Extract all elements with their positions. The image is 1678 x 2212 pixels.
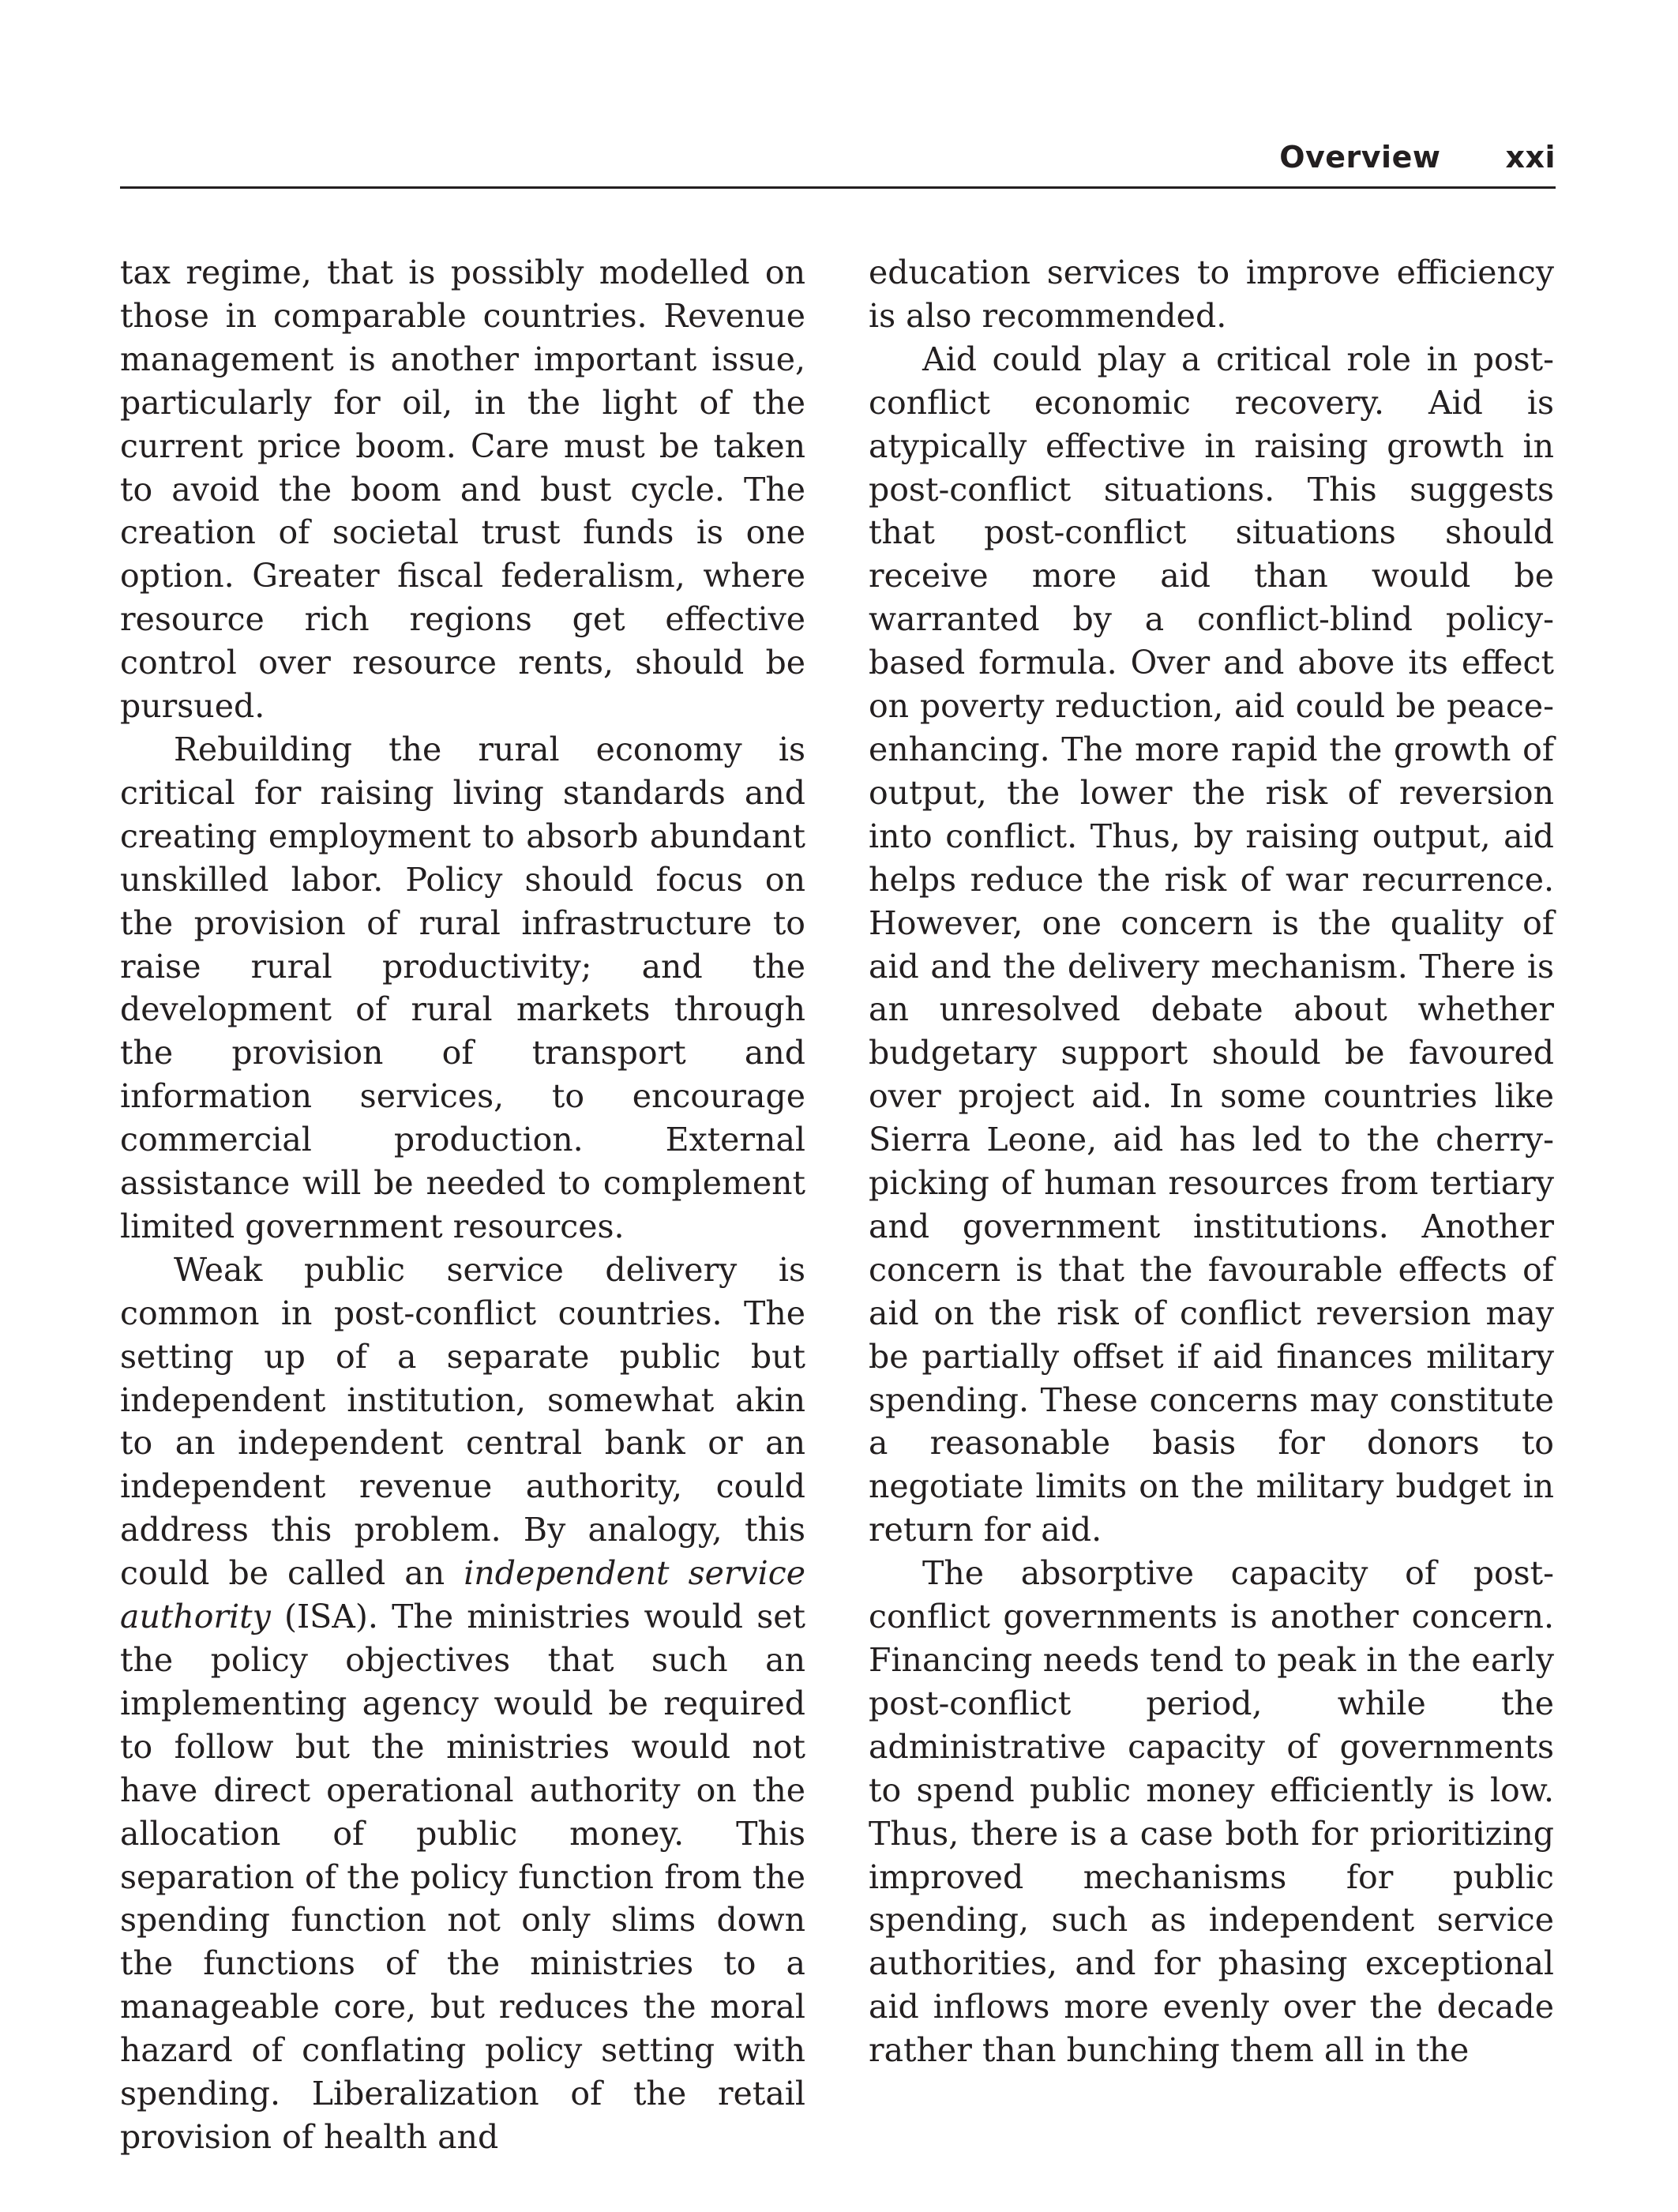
paragraph-aid-role: Aid could play a critical role in post-conflict economic recovery. Aid is atypically effective in raising growth in post-conflict situations. This suggests that post-conflict situations should receive more aid than would be warranted by a conflict-blind policy-based formula. Over and above its effect on poverty reduction, aid could be peace-enhancing. The more rapid the growth of output, the lower the risk of reversion into conflict. Thus, by raising output, aid helps reduce the risk of war recurrence. However, one concern is the quality of aid and the delivery mechanism. There is an unresolved debate about whether budgetary support should be favoured over project aid. In some countries like Sierra Leone, aid has led to the cherry-picking of human resources from tertiary and government institutions. Another concern is that the favourable effects of aid on the risk of conflict reversion may be partially offset if aid finances military spending. These concerns may constitute a reasonable basis for donors to negotiate limits on the military budget in return for aid. xyxy=(869,340,1554,1549)
paragraph-absorptive-capacity: The absorptive capacity of post-conflict governments is another concern. Financing needs tend to peak in the early post-conflict period, while the administrative capacity of governments to spend public money efficiently is low. Thus, there is a case both for prioritizing improved mechanisms for public spending, such as independent service authorities, and for phasing exceptional aid inflows more evenly over the decade rather than bunching them all in the xyxy=(869,1554,1554,2070)
italic-term: independent service authority xyxy=(120,1554,805,1636)
running-head xyxy=(120,133,1556,182)
right-column xyxy=(869,251,1554,2072)
paragraph-text: (ISA). The ministries would set the policy objectives that such an implementing agency would be required to follow but the ministries would not have direct operational authority on the allocation of public money. This separation of the policy function from the spending function not only slims down the functions of the ministries to a manageable core, but reduces the moral hazard of conflating policy setting with spending. Liberalization of the retail provision of health and xyxy=(120,1598,805,2156)
left-column xyxy=(120,251,805,2159)
header-rule xyxy=(120,186,1556,189)
paragraph-education-services: education services to improve efficiency is also recommended. xyxy=(869,253,1554,335)
page-number: xxi xyxy=(1505,140,1556,175)
paragraph-public-service-delivery xyxy=(120,1249,805,2159)
paragraph-tax-regime: tax regime, that is possibly modelled on those in comparable countries. Revenue management is another important issue, particularly for oil, in the light of the current price boom. Care must be taken to avoid the boom and bust cycle. The creation of societal trust funds is one option. Greater fiscal federalism, where resource rich regions get effective control over resource rents, should be pursued. xyxy=(120,253,805,726)
paragraph-text: Weak public service delivery is common in post-conflict countries. The setting up of a separate public but independent institution, somewhat akin to an independent central bank or an independent revenue authority, could address this problem. By analogy, this could be called an xyxy=(120,1250,805,1593)
paragraph-rural-economy: Rebuilding the rural economy is critical for raising living standards and creating employment to absorb abundant unskilled labor. Policy should focus on the provision of rural infrastructure to raise rural productivity; and the development of rural markets through the provision of transport and information services, to encourage commercial production. External assistance will be needed to complement limited government resources. xyxy=(120,730,805,1245)
section-title: Overview xyxy=(1279,140,1441,175)
